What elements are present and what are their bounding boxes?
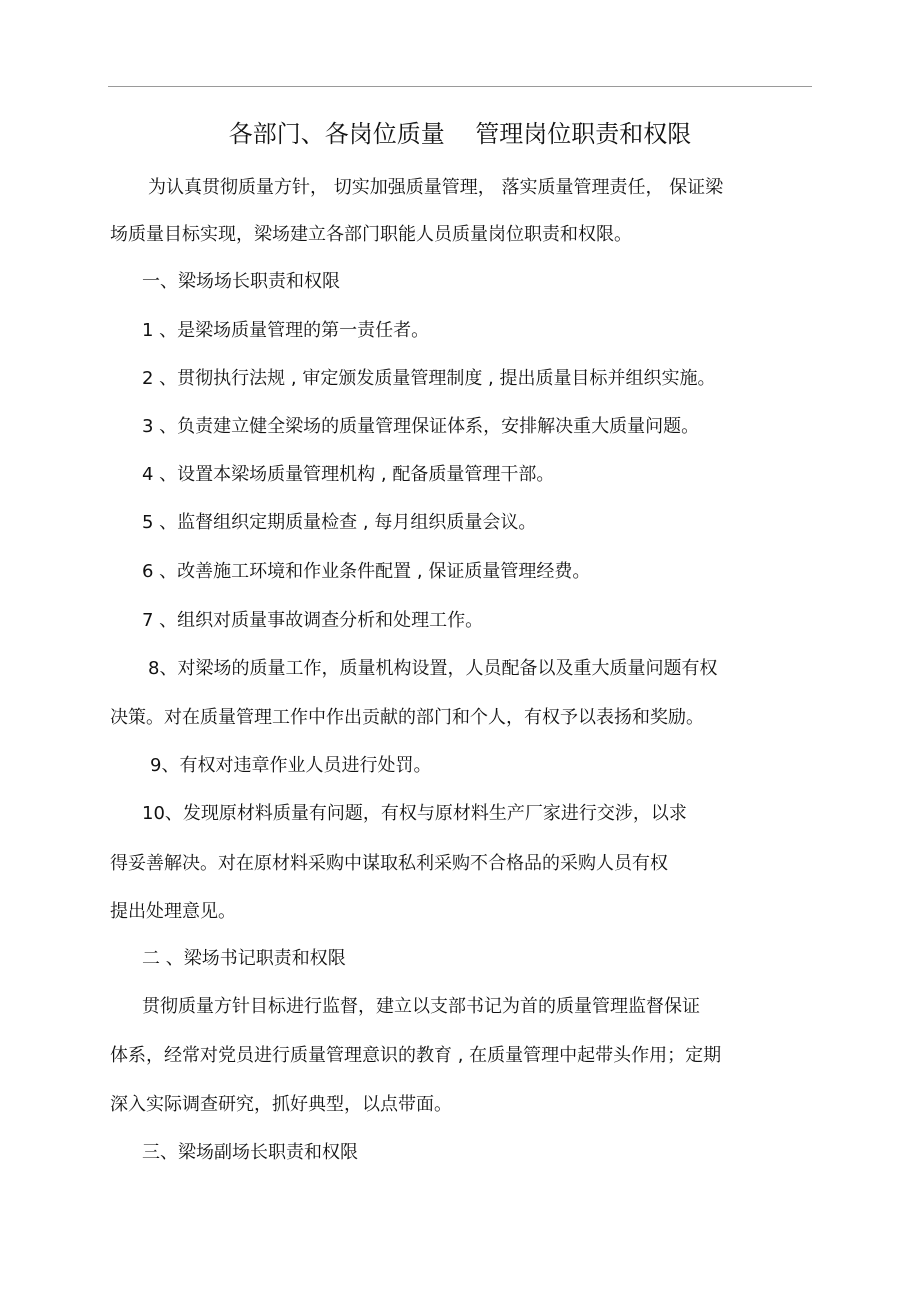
intro-line-1: 为认真贯彻质量方针， 切实加强质量管理， 落实质量管理责任， 保证梁 xyxy=(148,177,724,198)
section-2-line-2: 体系，经常对党员进行质量管理意识的教育 , 在质量管理中起带头作用；定期 xyxy=(110,1045,722,1066)
section-2-heading: 二 、梁场书记职责和权限 xyxy=(142,948,346,969)
list-item-3: 3 、负责建立健全梁场的质量管理保证体系，安排解决重大质量问题。 xyxy=(142,416,700,437)
list-item-6: 6 、改善施工环境和作业条件配置 , 保证质量管理经费。 xyxy=(142,561,591,582)
section-1-heading: 一、梁场场长职责和权限 xyxy=(142,271,340,292)
list-item-4: 4 、设置本梁场质量管理机构 , 配备质量管理干部。 xyxy=(142,464,555,485)
section-3-heading: 三、梁场副场长职责和权限 xyxy=(142,1142,358,1163)
list-item-8-line-2: 决策。对在质量管理工作中作出贡献的部门和个人，有权予以表扬和奖励。 xyxy=(110,707,704,728)
list-item-2: 2 、贯彻执行法规 , 审定颁发质量管理制度 , 提出质量目标并组织实施。 xyxy=(142,368,716,389)
list-item-9: 9、有权对违章作业人员进行处罚。 xyxy=(150,755,432,776)
list-item-1: 1 、是梁场质量管理的第一责任者。 xyxy=(142,320,430,341)
header-rule xyxy=(108,86,812,87)
list-item-7: 7 、组织对质量事故调查分析和处理工作。 xyxy=(142,610,484,631)
list-item-5: 5 、监督组织定期质量检查 , 每月组织质量会议。 xyxy=(142,512,537,533)
list-item-10-line-3: 提出处理意见。 xyxy=(110,901,236,922)
section-2-line-1: 贯彻质量方针目标进行监督，建立以支部书记为首的质量管理监督保证 xyxy=(142,996,700,1017)
list-item-10-line-2: 得妥善解决。对在原材料采购中谋取私利采购不合格品的采购人员有权 xyxy=(110,853,668,874)
list-item-8-line-1: 8、对梁场的质量工作，质量机构设置，人员配备以及重大质量问题有权 xyxy=(148,658,718,679)
list-item-10-line-1: 10、发现原材料质量有问题，有权与原材料生产厂家进行交涉，以求 xyxy=(142,803,687,824)
intro-line-2: 场质量目标实现，梁场建立各部门职能人员质量岗位职责和权限。 xyxy=(110,224,632,245)
section-2-line-3: 深入实际调查研究，抓好典型，以点带面。 xyxy=(110,1094,452,1115)
page-title: 各部门、各岗位质量 管理岗位职责和权限 xyxy=(228,120,692,148)
